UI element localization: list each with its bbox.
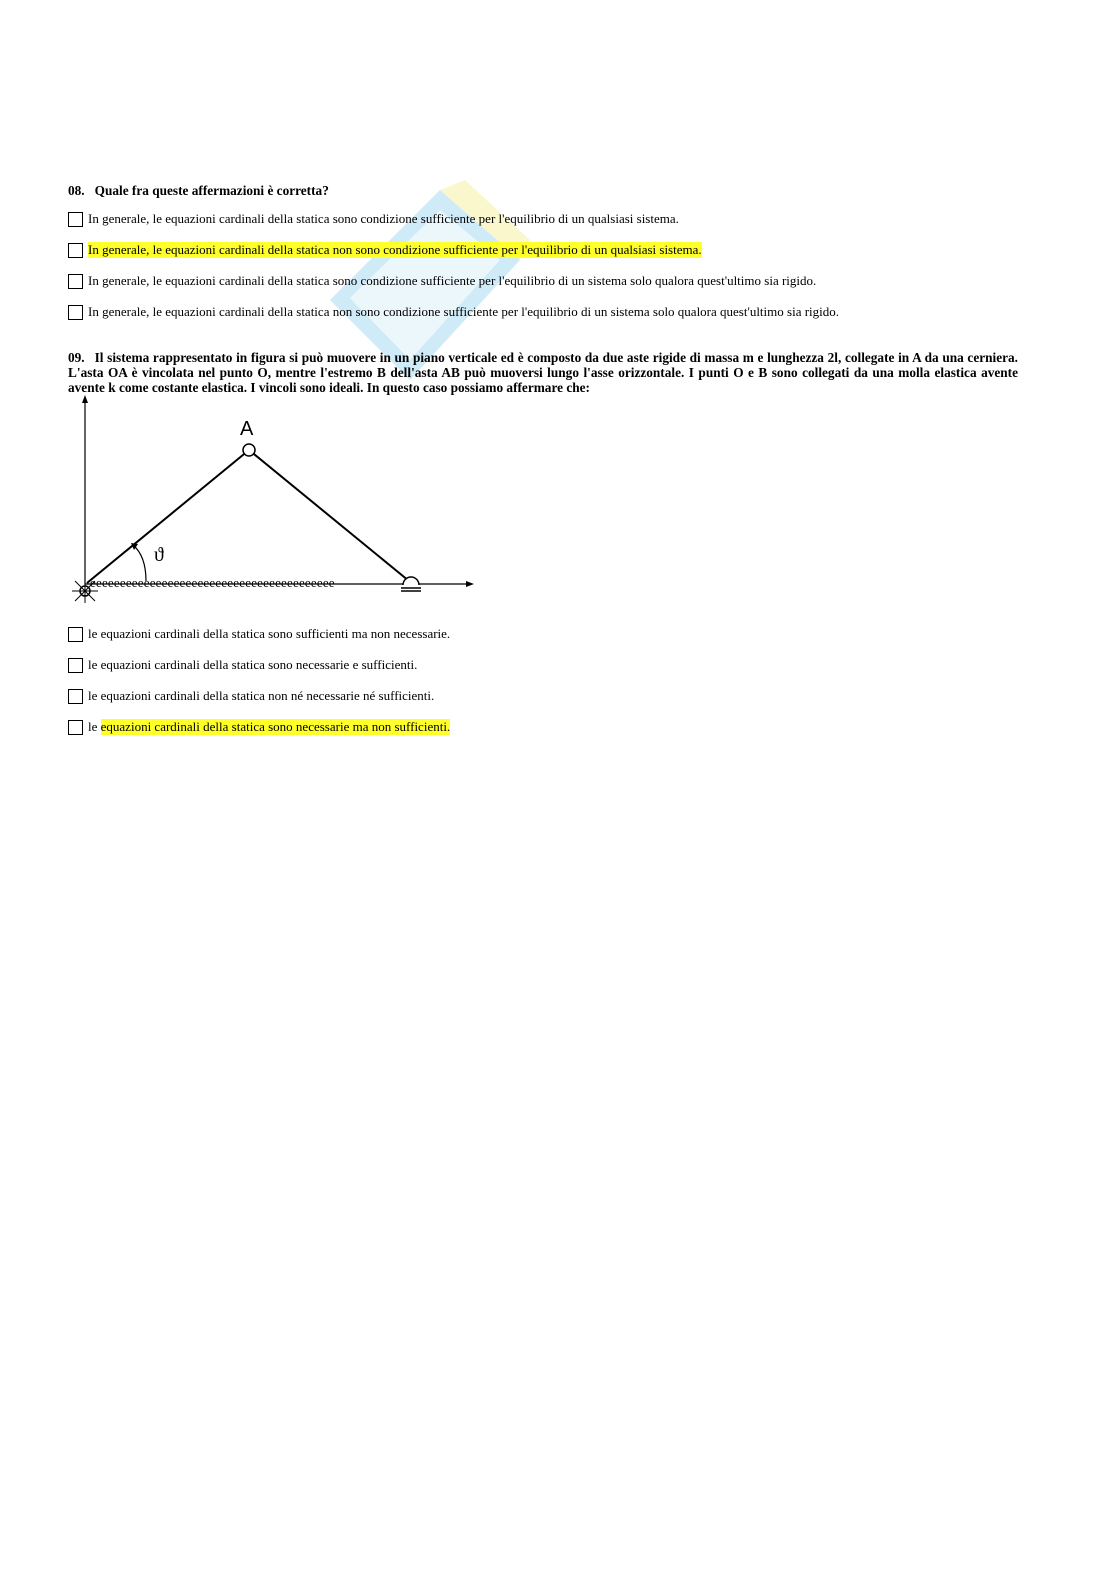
- option-text: le equazioni cardinali della statica sono necessarie e sufficienti.: [88, 657, 418, 672]
- rod-ab: [249, 450, 409, 581]
- question-text: Quale fra queste affermazioni è corretta?: [94, 183, 329, 198]
- checkbox[interactable]: [68, 720, 83, 735]
- question-09-title: [68, 350, 1018, 395]
- q09-option-2[interactable]: [68, 656, 417, 674]
- hinge-a: [243, 444, 255, 456]
- question-number: 09.: [68, 350, 85, 365]
- q09-option-4[interactable]: [68, 718, 450, 736]
- checkbox[interactable]: [68, 658, 83, 673]
- option-text: In generale, le equazioni cardinali della statica sono condizione sufficiente per l'equilibrio di un sistema solo qualora quest'ultimo sia rigido.: [88, 273, 817, 288]
- q09-option-1[interactable]: [68, 625, 450, 643]
- checkbox[interactable]: [68, 274, 83, 289]
- option-text-highlighted: In generale, le equazioni cardinali della statica non sono condizione sufficiente per l'equilibrio di un qualsiasi sistema.: [88, 242, 702, 257]
- checkbox[interactable]: [68, 305, 83, 320]
- option-text: In generale, le equazioni cardinali della statica non sono condizione sufficiente per l'equilibrio di un sistema solo qualora quest'ultimo sia rigido.: [88, 304, 840, 319]
- checkbox[interactable]: [68, 212, 83, 227]
- y-axis-arrow: [82, 395, 88, 403]
- q09-option-3[interactable]: [68, 687, 434, 705]
- checkbox[interactable]: [68, 243, 83, 258]
- q08-option-1[interactable]: [68, 210, 679, 228]
- x-axis-arrow: [466, 581, 474, 587]
- mechanism-figure: [70, 393, 480, 608]
- label-a: A: [240, 418, 254, 440]
- option-text: le equazioni cardinali della statica sono sufficienti ma non necessarie.: [88, 626, 451, 641]
- question-number: 08.: [68, 183, 85, 198]
- label-theta: ϑ: [154, 544, 164, 566]
- checkbox[interactable]: [68, 689, 83, 704]
- spring: eeeeeeeeeeeeeeeeeeeeeeeeeeeeeeeeeeeeeeeee: [90, 575, 335, 590]
- q08-option-2[interactable]: [68, 241, 702, 259]
- q08-option-3[interactable]: [68, 272, 816, 290]
- option-text: le equazioni cardinali della statica non né necessarie né sufficienti.: [88, 688, 435, 703]
- option-text-highlighted: equazioni cardinali della statica sono necessarie ma non sufficienti.: [100, 719, 451, 734]
- q08-option-4[interactable]: [68, 303, 839, 321]
- option-text: In generale, le equazioni cardinali della statica sono condizione sufficiente per l'equilibrio di un qualsiasi sistema.: [88, 211, 679, 226]
- checkbox[interactable]: [68, 627, 83, 642]
- question-08-title: [68, 183, 329, 198]
- question-text: Il sistema rappresentato in figura si può muovere in un piano verticale ed è composto da due aste rigide di massa m e lunghezza 2l, collegate in A da una cerniera. L'asta OA è vincolata nel punto O, mentre l'estremo B dell'asta AB può muoversi lungo l'asse orizzontale. I punti O e B sono collegati da una molla elastica avente avente k come costante elastica. I vincoli sono ideali. In questo caso possiamo affermare che:: [68, 350, 1018, 395]
- option-text-prefix: le: [88, 719, 101, 734]
- rod-oa: [87, 450, 249, 583]
